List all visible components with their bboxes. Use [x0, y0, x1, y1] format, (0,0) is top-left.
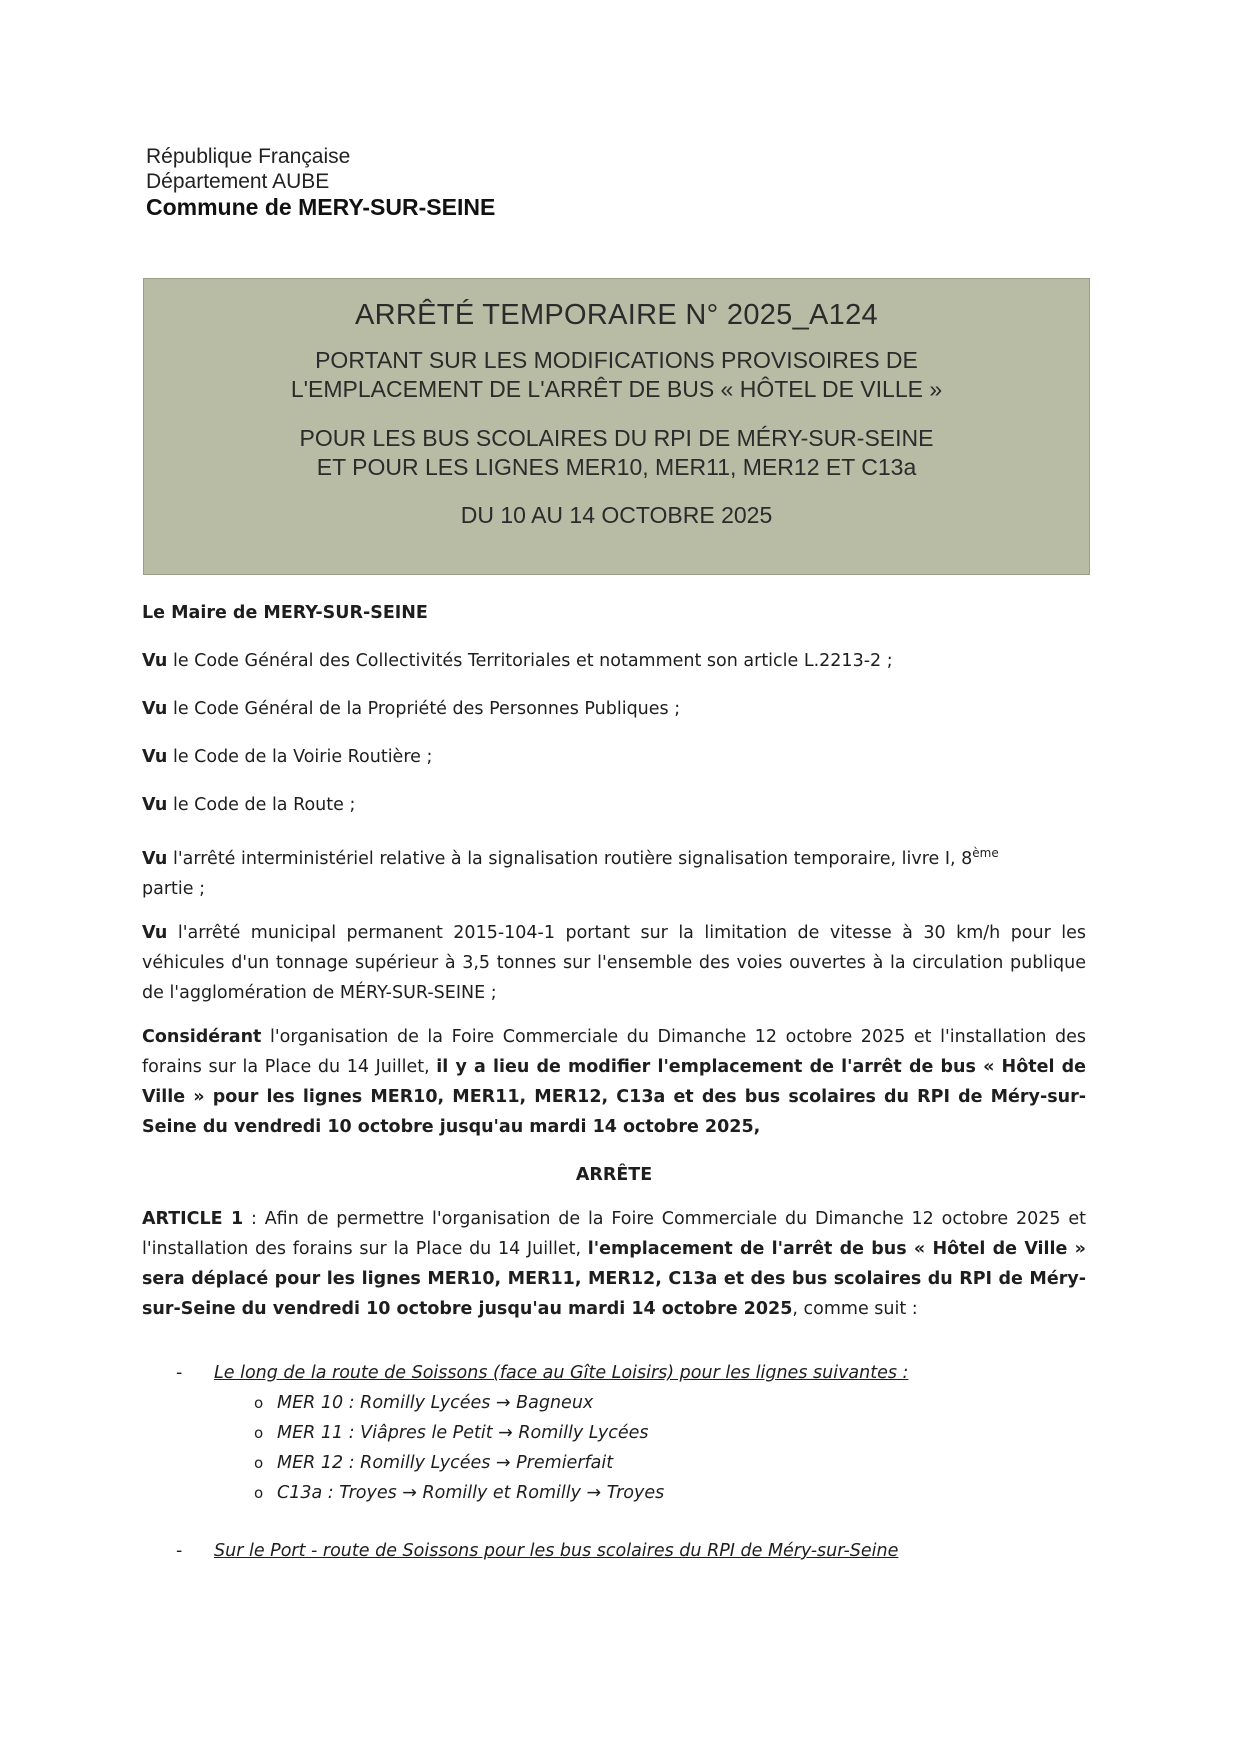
scope-line: POUR LES BUS SCOLAIRES DU RPI DE MÉRY-SUR-SEINE	[299, 425, 934, 451]
article-text: : Afin de permettre l'organisation de la Foire Commerciale du Dimanche 12 octobre 2025 et l'installation des forains sur la Place du 14 Juillet,	[142, 1209, 1087, 1259]
sub-list-item	[142, 1478, 1086, 1508]
decree-scope	[144, 424, 1089, 482]
mayor-label: Le Maire de MERY-SUR-SEINE	[142, 603, 428, 623]
considerant-label: Considérant	[142, 1027, 262, 1047]
article-label: ARTICLE 1	[142, 1209, 244, 1229]
letterhead	[146, 144, 495, 220]
vu-text: l'arrêté interministériel relative à la signalisation routière signalisation temporaire, livre I, 8	[167, 849, 973, 869]
vu-clause	[142, 790, 1086, 820]
commune-label: Commune de MERY-SUR-SEINE	[146, 194, 496, 220]
bus-line: MER 12 : Romilly Lycées → Premierfait	[277, 1453, 614, 1473]
considerant-clause	[142, 1022, 1086, 1142]
vu-label: Vu	[142, 651, 168, 671]
vu-label: Vu	[142, 795, 168, 815]
vu-clause	[142, 694, 1086, 724]
title-box	[143, 278, 1090, 575]
subject-line: L'EMPLACEMENT DE L'ARRÊT DE BUS « HÔTEL DE VILLE »	[290, 376, 943, 402]
arrete-label: ARRÊTE	[575, 1165, 653, 1185]
sub-list-item	[142, 1388, 1086, 1418]
bus-line: MER 11 : Viâpres le Petit → Romilly Lycées	[277, 1423, 649, 1443]
arrete-heading	[142, 1160, 1086, 1190]
circle-bullet: o	[254, 1394, 264, 1412]
vu-text: partie ;	[142, 879, 205, 899]
vu-clause	[142, 742, 1086, 772]
vu-label: Vu	[142, 699, 168, 719]
dash-bullet: -	[176, 1541, 183, 1561]
vu-label: Vu	[142, 747, 168, 767]
list-item	[142, 1536, 1086, 1566]
dash-bullet: -	[176, 1363, 183, 1383]
list-item-title: Sur le Port - route de Soissons pour les bus scolaires du RPI de Méry-sur-Seine	[214, 1541, 899, 1561]
bus-line: MER 10 : Romilly Lycées → Bagneux	[277, 1393, 594, 1413]
vu-text: le Code de la Route ;	[167, 795, 356, 815]
subject-line: PORTANT SUR LES MODIFICATIONS PROVISOIRES DE	[315, 347, 918, 373]
considerant-bold-text: il y a lieu de modifier l'emplacement de l'arrêt de bus « Hôtel de Ville » pour les lignes MER10, MER11, MER12, C13a et des bus scolaires du RPI de Méry-sur-Seine du vendredi 10 octobre jusqu'au mardi 14 octobre 2025,	[142, 1057, 1087, 1137]
article-bold-text: l'emplacement de l'arrêt de bus « Hôtel de Ville » sera déplacé pour les lignes MER10, MER11, MER12, C13a et des bus scolaires du RPI de Méry-sur-Seine du vendredi 10 octobre jusqu'au mardi 14 octobre 2025	[142, 1239, 1086, 1319]
decree-number: ARRÊTÉ TEMPORAIRE N° 2025_A124	[355, 299, 878, 331]
circle-bullet: o	[254, 1454, 264, 1472]
stop-list	[142, 1358, 1086, 1566]
vu-label: Vu	[142, 923, 168, 943]
vu-text: le Code de la Voirie Routière ;	[167, 747, 433, 767]
vu-text: l'arrêté municipal permanent 2015-104-1 portant sur la limitation de vitesse à 30 km/h pour les véhicules d'un tonnage supérieur à 3,5 tonnes sur l'ensemble des voies ouvertes à la circulation publique de l'agglomération de MÉRY-SUR-SEINE ;	[142, 923, 1086, 1003]
decree-dates: DU 10 AU 14 OCTOBRE 2025	[460, 502, 773, 528]
decree-body	[142, 598, 1086, 1566]
vu-label: Vu	[142, 849, 168, 869]
vu-clause	[142, 838, 1086, 904]
department-label: Département AUBE	[146, 170, 330, 193]
article-1	[142, 1204, 1086, 1324]
vu-clause	[142, 918, 1086, 1008]
vu-text: le Code Général de la Propriété des Personnes Publiques ;	[167, 699, 681, 719]
scope-line: ET POUR LES LIGNES MER10, MER11, MER12 ET C13a	[316, 454, 917, 480]
sub-list-item	[142, 1418, 1086, 1448]
decree-subject	[144, 346, 1089, 404]
republic-label: République Française	[146, 145, 351, 168]
circle-bullet: o	[254, 1424, 264, 1442]
list-item	[142, 1358, 1086, 1388]
vu-clause	[142, 646, 1086, 676]
mayor-line	[142, 598, 1086, 628]
list-item-title: Le long de la route de Soissons (face au Gîte Loisirs) pour les lignes suivantes :	[214, 1363, 909, 1383]
sub-list-item	[142, 1448, 1086, 1478]
bus-line: C13a : Troyes → Romilly et Romilly → Troyes	[277, 1483, 665, 1503]
article-text-end: , comme suit :	[792, 1299, 918, 1319]
vu-text: le Code Général des Collectivités Territoriales et notamment son article L.2213-2 ;	[167, 651, 893, 671]
circle-bullet: o	[254, 1484, 264, 1502]
superscript: ème	[972, 846, 999, 860]
considerant-text: l'organisation de la Foire Commerciale du Dimanche 12 octobre 2025 et l'installation des forains sur la Place du 14 Juillet,	[142, 1027, 1086, 1077]
